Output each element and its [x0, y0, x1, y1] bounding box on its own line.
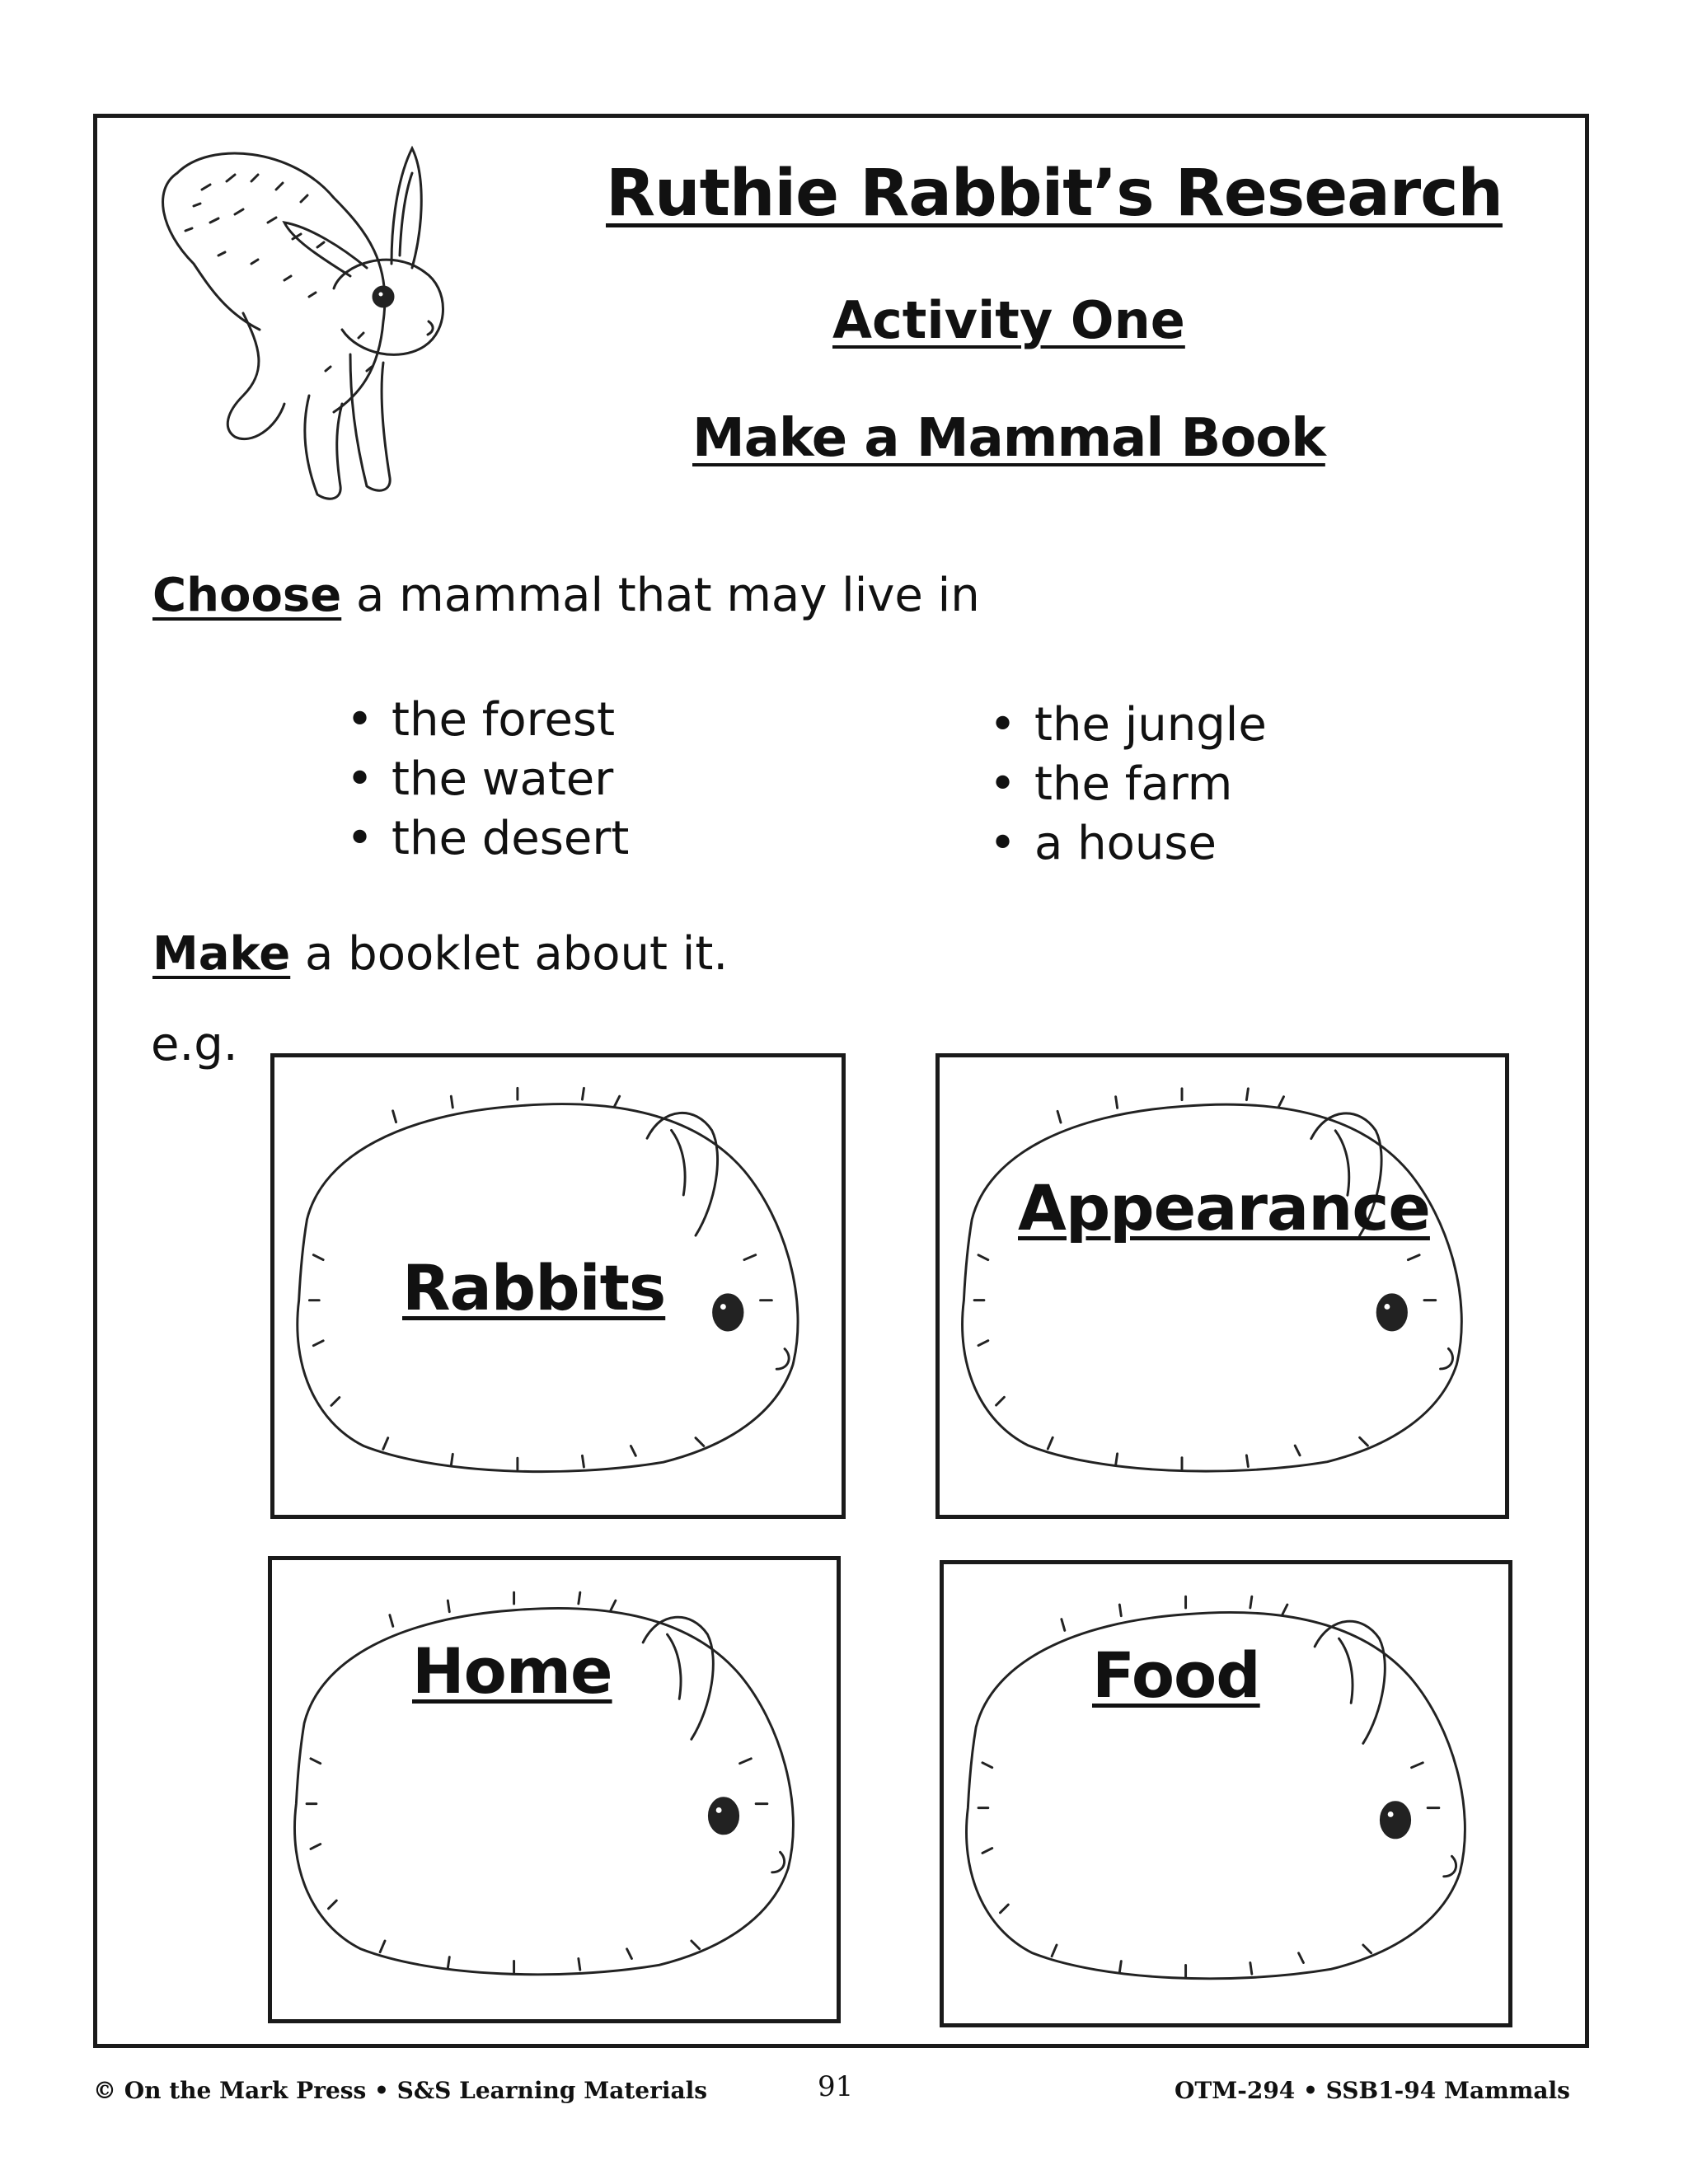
- booklet-card-home: [268, 1556, 841, 2023]
- habitat-list-right: [989, 696, 1267, 874]
- page-title: Ruthie Rabbit’s Research: [606, 157, 1503, 231]
- footer-publisher: © On the Mark Press • S&S Learning Materials: [93, 2077, 708, 2104]
- habitat-item: • the farm: [989, 755, 1267, 814]
- habitat-list-left: [346, 691, 629, 869]
- card-label: Home: [412, 1634, 612, 1708]
- habitat-item: • the jungle: [989, 696, 1267, 755]
- habitat-item: • the desert: [346, 809, 629, 869]
- habitat-item: • a house: [989, 814, 1267, 874]
- habitat-item: • the water: [346, 750, 629, 809]
- rabbit-outline-icon: [940, 1057, 1505, 1515]
- make-instruction: [152, 927, 728, 981]
- make-keyword: Make: [152, 927, 291, 981]
- choose-text: a mammal that may live in: [341, 569, 980, 622]
- booklet-card-cover: [270, 1053, 846, 1519]
- booklet-card-appearance: [935, 1053, 1509, 1519]
- card-label: Food: [1092, 1638, 1260, 1712]
- example-label: e.g.: [151, 1018, 238, 1071]
- rabbit-outline-icon: [944, 1564, 1508, 2023]
- card-label: Rabbits: [402, 1251, 666, 1324]
- jumping-rabbit-illustration: [144, 124, 474, 519]
- choose-instruction: [152, 569, 980, 622]
- activity-heading: Activity One: [832, 290, 1185, 350]
- rabbit-outline-icon: [272, 1560, 837, 2019]
- card-label: Appearance: [1018, 1171, 1430, 1244]
- page-number: 91: [818, 2070, 854, 2103]
- activity-subtitle: Make a Mammal Book: [692, 408, 1325, 469]
- booklet-card-food: [940, 1560, 1512, 2027]
- footer-code: OTM-294 • SSB1-94 Mammals: [1175, 2077, 1570, 2104]
- habitat-item: • the forest: [346, 691, 629, 750]
- choose-keyword: Choose: [152, 569, 342, 622]
- make-text: a booklet about it.: [290, 927, 729, 981]
